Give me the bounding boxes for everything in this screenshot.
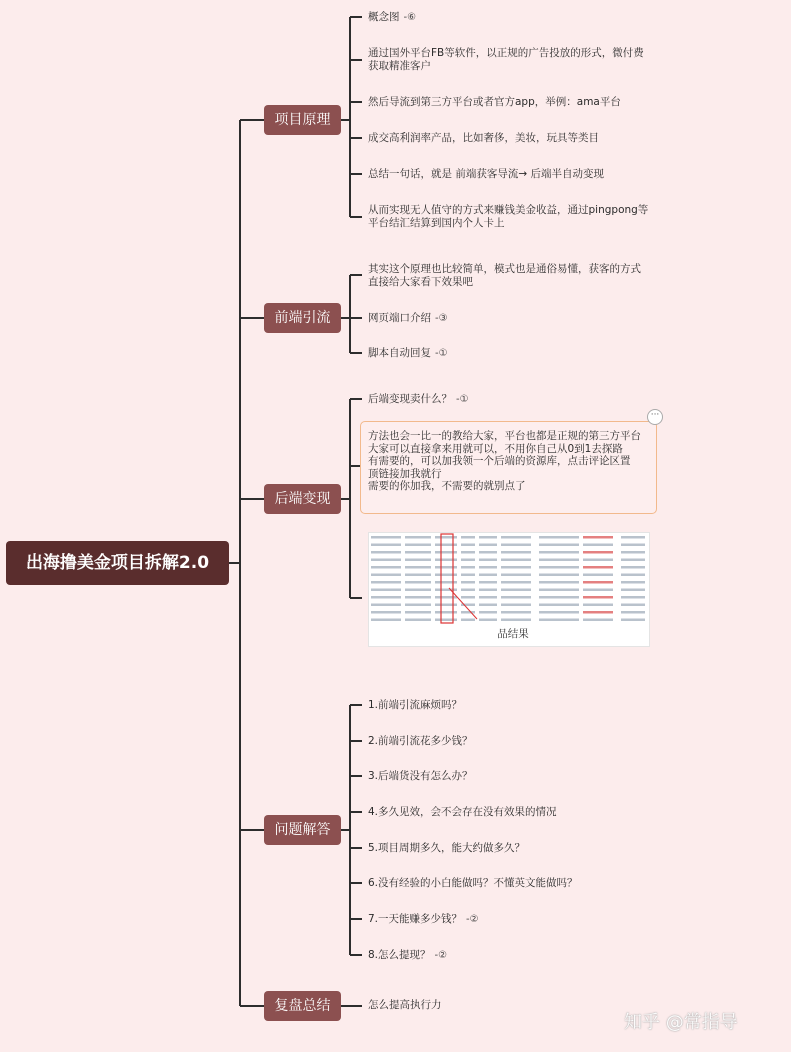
leaf-text: 成交高利润率产品，比如奢侈，美妆，玩具等类目 [368,132,599,144]
thumb-cell [461,619,475,622]
attachment-count-badge[interactable]: -① [435,348,448,359]
thumb-cell [479,574,497,577]
thumb-cell [539,544,579,547]
thumb-cell [539,619,579,622]
thumb-cell [371,574,401,577]
thumb-cell [539,581,579,584]
branch-project-principle[interactable]: 项目原理 [264,105,341,135]
thumb-cell [479,581,497,584]
thumb-cell [539,536,579,539]
thumb-cell [461,559,475,562]
leaf-web-port-intro[interactable] [368,312,650,325]
thumb-cell [479,596,497,599]
thumb-cell [435,551,457,554]
highlight-box [441,534,453,623]
thumb-cell [435,559,457,562]
thumb-cell [479,611,497,614]
thumb-cell [479,589,497,592]
leaf-q7[interactable] [368,913,650,926]
leaf-text: 2.前端引流花多少钱？ [368,735,473,747]
thumb-cell [539,596,579,599]
leaf-text: 5.项目周期多久，能大约做多久？ [368,842,526,854]
attachment-count-badge[interactable]: -② [434,950,448,961]
thumb-cell [583,574,613,577]
leaf-q6[interactable] [368,877,650,890]
thumb-cell [461,544,475,547]
leaf-text: 3.后端货没有怎么办？ [368,770,473,782]
thumb-cell [621,619,645,622]
thumb-cell [371,619,401,622]
leaf-q1[interactable] [368,699,650,712]
thumb-cell [501,581,531,584]
leaf-text: 6.没有经验的小白能做吗？不懂英文能做吗？ [368,877,578,889]
thumb-cell [621,611,645,614]
thumb-cell [501,551,531,554]
thumb-cell [405,581,431,584]
thumb-cell [539,604,579,607]
thumb-cell [371,551,401,554]
thumb-cell [539,589,579,592]
leaf-text: 7.一天能赚多少钱？ [368,913,463,925]
leaf-text: 网页端口介绍 [368,312,431,324]
thumb-cell [539,559,579,562]
leaf-summary-sentence[interactable] [368,168,650,181]
thumb-cell [461,551,475,554]
thumb-cell [583,581,613,584]
branch-backend-monetization[interactable]: 后端变现 [264,484,341,514]
leaf-text: 后端变现卖什么？ [368,393,452,405]
thumb-cell [501,544,531,547]
thumb-cell [371,589,401,592]
thumb-cell [621,551,645,554]
leaf-simple-principle[interactable] [368,263,650,289]
leaf-text: 从而实现无人值守的方式来赚钱美金收益，通过pingpong等平台结汇结算到国内个人卡上 [368,204,649,229]
zhihu-watermark: 知乎 @常指导 [624,1012,738,1033]
thumb-cell [583,604,613,607]
thumb-cell [583,536,613,539]
thumb-cell [621,544,645,547]
thumb-cell [461,596,475,599]
thumb-cell [539,551,579,554]
leaf-text: 然后导流到第三方平台或者官方app，举例：ama平台 [368,96,621,108]
attachment-count-badge[interactable]: -⑥ [403,12,417,23]
thumb-cell [621,604,645,607]
thumb-cell [479,536,497,539]
branch-qa[interactable]: 问题解答 [264,815,341,845]
thumb-cell [405,596,431,599]
leaf-text: 4.多久见效，会不会存在没有效果的情况 [368,806,557,818]
thumb-cell [501,611,531,614]
thumb-cell [405,566,431,569]
leaf-q5[interactable] [368,842,650,855]
thumb-cell [583,566,613,569]
leaf-text: 脚本自动回复 [368,347,431,359]
thumb-cell [371,611,401,614]
root-topic[interactable]: 出海撸美金项目拆解2.0 [6,541,229,585]
thumb-cell [461,574,475,577]
note-line: 有需要的，可以加我领一个后端的资源库，点击评论区置 [368,455,631,467]
leaf-text: 通过国外平台FB等软件，以正规的广告投放的形式，微付费获取精准客户 [368,47,644,72]
leaf-high-margin-products[interactable] [368,132,650,145]
thumb-cell [405,559,431,562]
leaf-text: 总结一句话，就是 前端获客导流→ 后端半自动变现 [368,168,604,180]
thumb-cell [435,544,457,547]
leaf-q2[interactable] [368,735,650,748]
thumb-cell [405,544,431,547]
thumb-cell [479,619,497,622]
note-line: 顶链接加我就行 [368,467,442,480]
thumb-cell [583,596,613,599]
leaf-unattended-income[interactable] [368,204,650,230]
thumb-cell [583,619,613,622]
thumb-cell [435,596,457,599]
thumb-cell [461,536,475,539]
thumb-cell [501,536,531,539]
thumb-cell [435,574,457,577]
ellipsis-icon[interactable]: ··· [647,409,663,425]
table-thumbnail [369,533,649,625]
thumb-cell [539,574,579,577]
thumb-cell [405,619,431,622]
thumb-cell [405,574,431,577]
leaf-execution[interactable] [368,999,650,1012]
thumb-cell [621,596,645,599]
note-line: 方法也会一比一的教给大家，平台也都是正规的第三方平台 [368,430,641,442]
branch-review[interactable]: 复盘总结 [264,991,341,1021]
attachment-count-badge[interactable]: -② [466,914,479,925]
thumb-cell [621,566,645,569]
thumb-cell [479,604,497,607]
branch-frontend-traffic[interactable]: 前端引流 [264,303,341,333]
thumb-cell [405,604,431,607]
thumb-cell [583,589,613,592]
leaf-q8[interactable] [368,949,650,962]
thumb-cell [539,611,579,614]
leaf-q3[interactable] [368,770,650,783]
thumb-cell [583,544,613,547]
thumb-cell [583,611,613,614]
thumb-cell [461,566,475,569]
thumb-cell [501,566,531,569]
attachment-count-badge[interactable]: -③ [435,313,448,324]
leaf-note-box[interactable] [360,421,657,514]
thumb-cell [371,536,401,539]
thumb-cell [371,544,401,547]
thumb-cell [501,589,531,592]
leaf-concept-diagram[interactable] [368,11,650,24]
thumb-cell [435,604,457,607]
thumb-cell [435,619,457,622]
thumb-cell [621,536,645,539]
image-caption: 品结果 [497,628,529,640]
thumb-cell [461,581,475,584]
thumb-cell [435,536,457,539]
leaf-text: 其实这个原理也比较简单，模式也是通俗易懂，获客的方式直接给大家看下效果吧 [368,263,641,288]
thumb-cell [583,559,613,562]
note-line: 大家可以直接拿来用就可以，不用你自己从0到1去探路 [368,442,623,455]
thumb-cell [501,604,531,607]
leaf-what-to-sell[interactable] [368,393,650,406]
leaf-text: 1.前端引流麻烦吗？ [368,699,463,711]
thumb-cell [435,589,457,592]
leaf-redirect-platform[interactable] [368,96,650,109]
thumb-cell [405,589,431,592]
thumb-cell [461,589,475,592]
leaf-q4[interactable] [368,806,650,819]
thumb-cell [539,566,579,569]
thumb-cell [501,559,531,562]
thumb-cell [405,551,431,554]
thumb-cell [435,611,457,614]
thumb-cell [479,551,497,554]
thumb-cell [479,559,497,562]
leaf-text: 概念图 [368,11,400,23]
thumb-cell [583,551,613,554]
thumb-cell [621,581,645,584]
thumb-cell [435,566,457,569]
thumb-cell [479,544,497,547]
thumb-cell [479,566,497,569]
attachment-count-badge[interactable]: -① [456,394,469,405]
thumb-cell [621,574,645,577]
thumb-cell [405,536,431,539]
thumb-cell [621,589,645,592]
thumb-cell [405,611,431,614]
thumb-cell [371,566,401,569]
thumb-cell [501,596,531,599]
thumb-cell [435,581,457,584]
leaf-script-auto-reply[interactable] [368,347,650,360]
thumb-cell [371,604,401,607]
leaf-ad-traffic[interactable] [368,47,650,73]
thumb-cell [371,559,401,562]
note-line: 需要的你加我，不需要的就别点了 [368,480,526,492]
thumb-cell [621,559,645,562]
thumb-cell [461,611,475,614]
thumb-cell [501,619,531,622]
thumb-cell [371,596,401,599]
thumb-cell [371,581,401,584]
leaf-text: 怎么提高执行力 [368,999,442,1011]
leaf-text: 8.怎么提现？ [368,949,431,961]
thumb-cell [501,574,531,577]
